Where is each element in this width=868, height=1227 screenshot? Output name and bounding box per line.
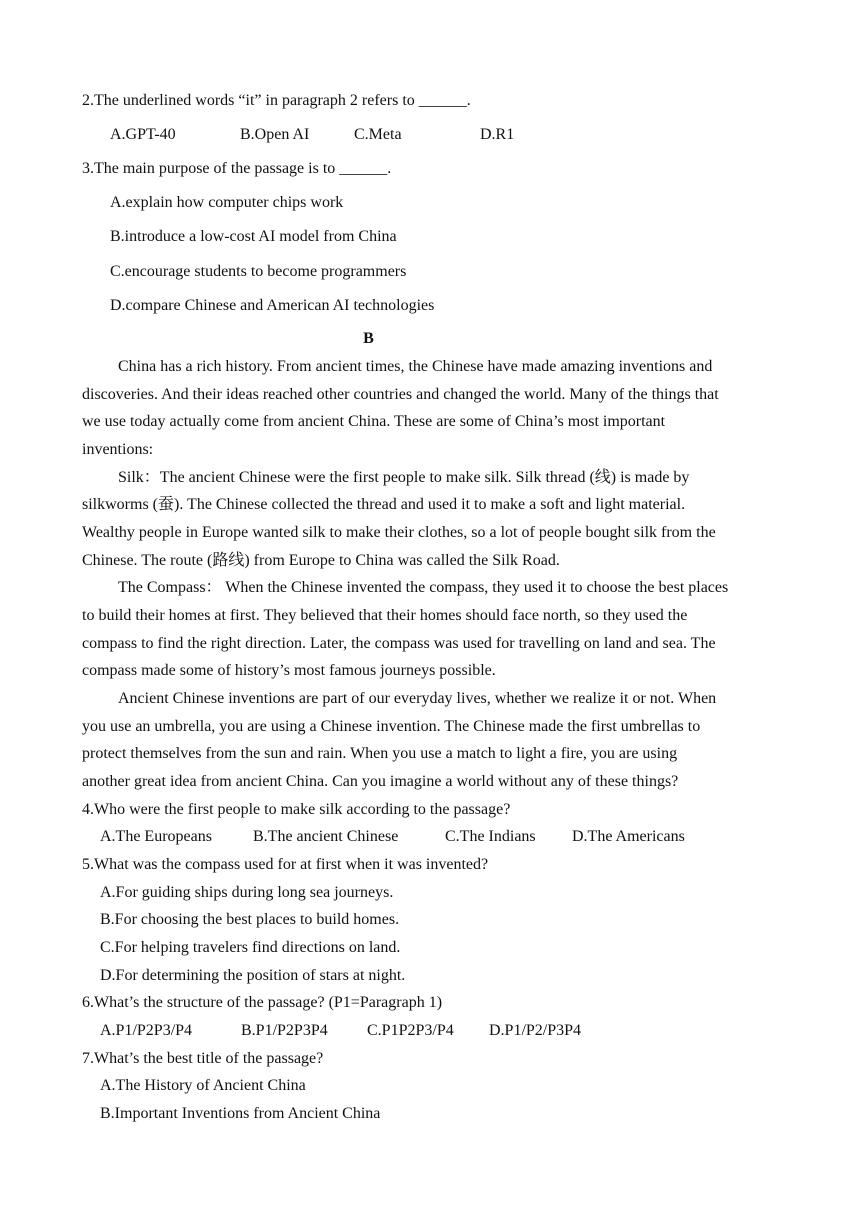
question-5-option-c: C.For helping travelers find directions on land. bbox=[100, 939, 401, 956]
passage-p3-line-2: to build their homes at first. They believed that their homes should face north, so they used the bbox=[82, 607, 688, 624]
question-6-option-d: D.P1/P2/P3P4 bbox=[489, 1022, 582, 1039]
passage-p3-line-4: compass made some of history’s most famous journeys possible. bbox=[82, 662, 496, 679]
question-3-stem: 3.The main purpose of the passage is to ______. bbox=[82, 160, 392, 177]
question-4-stem: 4.Who were the first people to make silk according to the passage? bbox=[82, 801, 511, 818]
passage-p3-line-1: The Compass： When the Chinese invented the compass, they used it to choose the best places bbox=[118, 579, 729, 596]
question-4-option-b: B.The ancient Chinese bbox=[253, 828, 399, 845]
passage-p2-line-3: Wealthy people in Europe wanted silk to make their clothes, so a lot of people bought silk from the bbox=[82, 524, 716, 541]
question-6-option-a: A.P1/P2P3/P4 bbox=[100, 1022, 193, 1039]
question-2-stem: 2.The underlined words “it” in paragraph 2 refers to ______. bbox=[82, 92, 471, 109]
question-2-option-d: D.R1 bbox=[480, 126, 515, 143]
passage-p4-line-1: Ancient Chinese inventions are part of our everyday lives, whether we realize it or not. When bbox=[118, 690, 717, 707]
passage-p3-line-3: compass to find the right direction. Later, the compass was used for travelling on land and sea. The bbox=[82, 635, 716, 652]
passage-p1-line-1: China has a rich history. From ancient times, the Chinese have made amazing inventions and bbox=[118, 358, 713, 375]
question-6-option-c: C.P1P2P3/P4 bbox=[367, 1022, 454, 1039]
passage-p1-line-4: inventions: bbox=[82, 441, 154, 458]
question-3-option-d: D.compare Chinese and American AI technologies bbox=[110, 297, 435, 314]
question-2-option-c: C.Meta bbox=[354, 126, 402, 143]
question-5-option-d: D.For determining the position of stars at night. bbox=[100, 967, 406, 984]
question-2-option-b: B.Open AI bbox=[240, 126, 310, 143]
question-3-option-c: C.encourage students to become programmers bbox=[110, 263, 407, 280]
question-5-option-a: A.For guiding ships during long sea journeys. bbox=[100, 884, 394, 901]
passage-p4-line-3: protect themselves from the sun and rain. When you use a match to light a fire, you are using bbox=[82, 745, 678, 762]
passage-p1-line-2: discoveries. And their ideas reached other countries and changed the world. Many of the things that bbox=[82, 386, 719, 403]
question-6-option-b: B.P1/P2P3P4 bbox=[241, 1022, 328, 1039]
question-6-stem: 6.What’s the structure of the passage? (P1=Paragraph 1) bbox=[82, 994, 443, 1011]
passage-p2-line-1: Silk：The ancient Chinese were the first people to make silk. Silk thread (线) is made by bbox=[118, 469, 690, 486]
passage-p2-line-2: silkworms (蚕). The Chinese collected the thread and used it to make a soft and light material. bbox=[82, 496, 686, 513]
question-4-option-d: D.The Americans bbox=[572, 828, 685, 845]
question-2-option-a: A.GPT-40 bbox=[110, 126, 176, 143]
passage-p4-line-4: another great idea from ancient China. Can you imagine a world without any of these things? bbox=[82, 773, 679, 790]
question-5-stem: 5.What was the compass used for at first when it was invented? bbox=[82, 856, 489, 873]
question-4-option-c: C.The Indians bbox=[445, 828, 536, 845]
section-b-heading: B bbox=[363, 330, 374, 347]
passage-p1-line-3: we use today actually come from ancient China. These are some of China’s most important bbox=[82, 413, 666, 430]
passage-p2-line-4: Chinese. The route (路线) from Europe to China was called the Silk Road. bbox=[82, 552, 560, 569]
passage-p4-line-2: you use an umbrella, you are using a Chinese invention. The Chinese made the first umbrellas to bbox=[82, 718, 701, 735]
question-7-option-a: A.The History of Ancient China bbox=[100, 1077, 306, 1094]
question-7-stem: 7.What’s the best title of the passage? bbox=[82, 1050, 324, 1067]
question-3-option-b: B.introduce a low-cost AI model from China bbox=[110, 228, 397, 245]
question-4-option-a: A.The Europeans bbox=[100, 828, 212, 845]
question-5-option-b: B.For choosing the best places to build homes. bbox=[100, 911, 400, 928]
question-7-option-b: B.Important Inventions from Ancient China bbox=[100, 1105, 381, 1122]
question-3-option-a: A.explain how computer chips work bbox=[110, 194, 344, 211]
